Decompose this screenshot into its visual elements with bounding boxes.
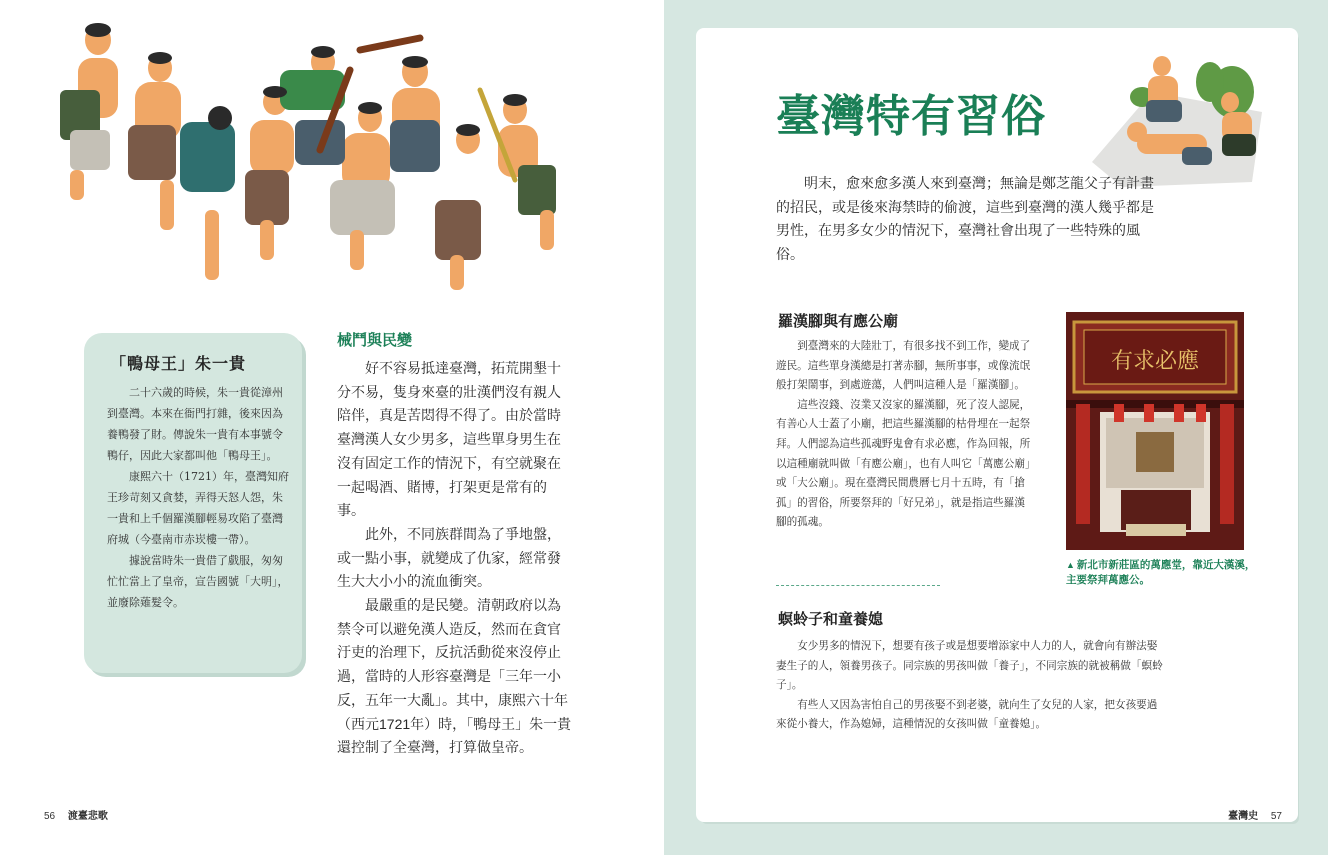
section-body-luohanjiao: [776, 337, 1032, 533]
body-paragraph: 最嚴重的是民變。清朝政府以為禁令可以避免漢人造反，然而在貪官汙吏的治理下，反抗活動從來沒停止過，當時的人形容臺灣是「三年一小反，五年一大亂」。其中，康熙六十年（西元1721年）時，「鴨母王」朱一貴還控制了全臺灣，打算做皇帝。: [337, 597, 572, 756]
section-heading-luohanjiao: 羅漢腳與有應公廟: [778, 312, 899, 330]
temple-photo: [1066, 312, 1244, 550]
intro-paragraph: [776, 172, 1166, 266]
photo-caption: [1066, 558, 1256, 588]
brawl-illustration: [30, 10, 590, 300]
section-divider: [776, 585, 940, 586]
body-paragraph: 到臺灣來的大陸壯丁，有很多找不到工作，變成了遊民。這些單身漢總是打著赤腳，無所事事，或像流氓般打架鬧事，到處遊蕩，人們叫這種人是「羅漢腳」。: [776, 340, 1031, 392]
right-folio: [1228, 807, 1282, 822]
intro-text: 明末，愈來愈多漢人來到臺灣；無論是鄭芝龍父子有計畫的招民，或是後來海禁時的偷渡，這些到臺灣的漢人幾乎都是男性，在男多女少的情況下，臺灣社會出現了一些特殊的風俗。: [776, 175, 1154, 262]
body-paragraph: 好不容易抵達臺灣，拓荒開墾十分不易，隻身來臺的壯漢們沒有親人陪伴，真是苦悶得不得了。由於當時臺灣漢人女少男多，這些單身男生在沒有固定工作的情況下，有空就聚在一起喝酒、賭博，打架更是常有的事。: [337, 360, 561, 519]
section-body-feuds: [337, 357, 573, 760]
page-title: 臺灣特有習俗: [776, 91, 1046, 142]
resting-men-illustration: [1082, 52, 1262, 187]
plaque-text: 有求必應: [1110, 349, 1200, 374]
body-paragraph: 女少男多的情況下，想要有孩子或是想要增添家中人力的人，就會向有辦法娶妻生子的人，領養男孩子。同宗族的男孩叫做「養子」，不同宗族的就被稱做「螟蛉子」。: [776, 640, 1163, 692]
section-body-adoption: [776, 637, 1166, 735]
caption-text: 新北市新莊區的萬應堂，靠近大漢溪，主要祭拜萬應公。: [1066, 559, 1256, 586]
section-heading-feuds: 械鬥與民變: [337, 331, 413, 349]
body-paragraph: 此外，不同族群間為了爭地盤，或一點小事，就變成了仇家，經常發生大大小小的流血衝突。: [337, 525, 561, 590]
sidebar-text: [107, 382, 293, 613]
left-folio: [44, 807, 108, 822]
temple-photo-image: [1066, 312, 1244, 550]
page-number: 57: [1270, 811, 1282, 822]
sidebar-paragraph: 二十六歲的時候，朱一貴從漳州到臺灣。本來在衙門打雜，後來因為養鴨發了財。傳說朱一貴有本事號令鴨仔，因此大家都叫他「鴨母王」。: [107, 386, 283, 462]
running-title: 臺灣史: [1228, 811, 1259, 822]
sidebar-title: 「鴨母王」朱一貴: [110, 354, 247, 373]
body-paragraph: 有些人又因為害怕自己的男孩娶不到老婆，就向生了女兒的人家，把女孩要過來從小養大，作為媳婦，這種情況的女孩叫做「童養媳」。: [776, 698, 1158, 731]
sidebar-paragraph: 據說當時朱一貴借了戲服，匆匆忙忙當上了皇帝，宣告國號「大明」，並廢除薙髮令。: [107, 554, 289, 609]
page-number: 56: [44, 811, 56, 822]
caption-arrow-icon: ▲: [1066, 560, 1075, 570]
sidebar-paragraph: 康熙六十（1721）年，臺灣知府王珍苛刻又貪婪，弄得天怒人怨，朱一貴和上千個羅漢腳輕易攻陷了臺灣府城（今臺南市赤崁樓一帶）。: [107, 470, 289, 546]
section-heading-adoption: 螟蛉子和童養媳: [778, 610, 884, 628]
running-title: 渡臺悲歌: [67, 811, 108, 822]
body-paragraph: 這些沒錢、沒業又沒家的羅漢腳，死了沒人認屍，有善心人士蓋了小廟，把這些羅漢腳的枯骨埋在一起祭拜。人們認為這些孤魂野鬼會有求必應，作為回報，所以這種廟就叫做「有應公廟」，也有人叫它「萬應公廟」或「大公廟」。現在臺灣民間農曆七月十五時，有「搶孤」的習俗，所要祭拜的「好兄弟」，就是指這些羅漢腳的孤魂。: [776, 398, 1031, 529]
